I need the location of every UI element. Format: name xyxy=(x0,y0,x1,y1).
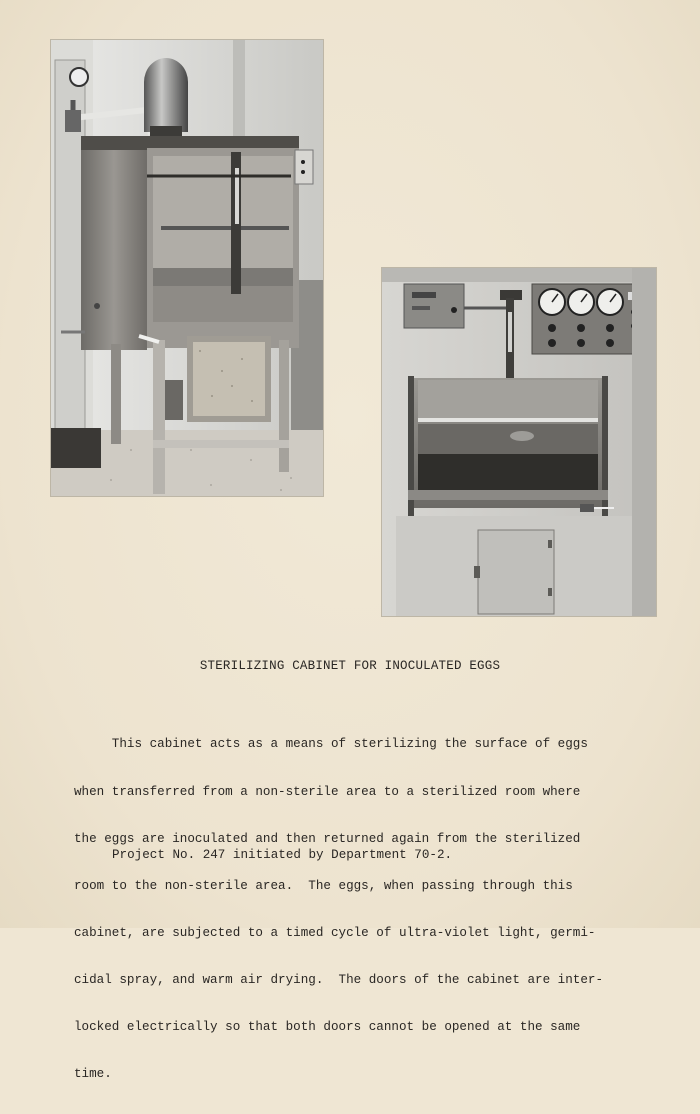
paragraph-line: locked electrically so that both doors cannot be opened at the same xyxy=(74,1020,581,1035)
paragraph-line: the eggs are inoculated and then returned again from the sterilized xyxy=(74,831,581,846)
paragraph-line: cabinet, are subjected to a timed cycle of ultra-violet light, germi- xyxy=(74,925,596,940)
paragraph-line: room to the non-sterile area. The eggs, when passing through this xyxy=(74,878,573,893)
paragraph-line: time. xyxy=(74,1067,112,1082)
cabinet-side-view-image xyxy=(51,40,323,496)
figure-caption: STERILIZING CABINET FOR INOCULATED EGGS xyxy=(199,659,501,673)
cabinet-side-view-photo xyxy=(51,40,323,496)
paragraph-line: This cabinet acts as a means of sterilizing the surface of eggs xyxy=(74,737,588,752)
paragraph-line: cidal spray, and warm air drying. The doors of the cabinet are inter- xyxy=(74,972,604,987)
cabinet-front-view-image xyxy=(382,268,656,616)
description-paragraph xyxy=(74,706,634,1114)
project-line: Project No. 247 initiated by Department 70-2. xyxy=(112,848,453,862)
paragraph-line: when transferred from a non-sterile area to a sterilized room where xyxy=(74,784,581,799)
cabinet-front-view-photo xyxy=(382,268,656,616)
